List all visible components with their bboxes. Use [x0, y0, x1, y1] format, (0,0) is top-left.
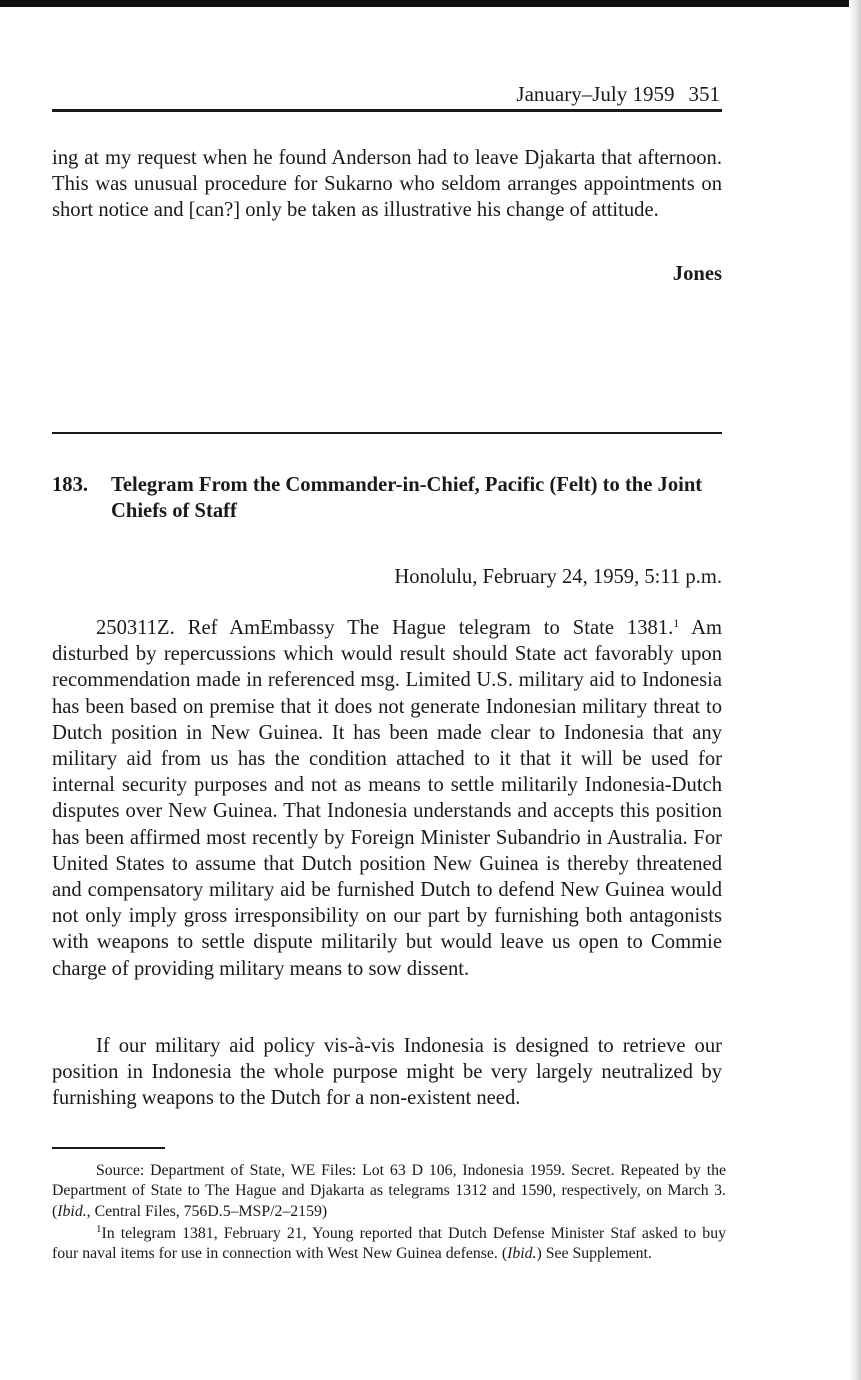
- para1-text-rest: Am disturbed by repercussions which would result should State act favorably upon recommendation made in referenced msg. Limited U.S. military aid to Indonesia has been based on premise that it does not generate Indonesian military threat to Dutch position in New Guinea. It has been made clear to Indonesia that any military aid from us has the condition attached to it that it will be used for internal security purposes and not as means to settle militarily Indonesia-Dutch disputes over New Guinea. That Indonesia understands and accepts this position has been affirmed most recently by Foreign Minister Subandrio in Australia. For United States to assume that Dutch position New Guinea is thereby threatened and compensatory military aid be furnished Dutch to defend New Guinea would not only imply gross irresponsibility on our part by furnishing both antagonists with weapons to settle dispute militarily but would leave us open to Commie charge of providing military means to sow dissent.: [52, 617, 722, 980]
- dateline: Honolulu, February 24, 1959, 5:11 p.m.: [394, 566, 722, 588]
- body-paragraph-2: If our military aid policy vis-à-vis Indonesia is designed to retrieve our position in Indonesia the whole purpose might be very largely neutralized by furnishing weapons to the Dutch for a non-existent need.: [52, 1035, 722, 1110]
- document-number: 183.: [52, 474, 89, 496]
- footnote-ref-1: 1: [673, 616, 680, 630]
- footnote-1: $^1$In telegram 1381, February 21, Young reported that Dutch Defense Minister Staf asked to buy four naval items for use in connection with West New Guinea defense. (Ibid.) See Supplement.: [52, 1223, 726, 1263]
- footnote-1-marker: 1: [96, 1223, 102, 1235]
- footnote-rule: [52, 1147, 165, 1149]
- document-title: Telegram From the Commander-in-Chief, Pacific (Felt) to the Joint Chiefs of Staff: [111, 474, 703, 522]
- source-note: Source: Department of State, WE Files: Lot 63 D 106, Indonesia 1959. Secret. Repeated by the Department of State to The Hague and Djakarta as telegrams 1312 and 1590, respectively, on March 3. (Ibid., Central Files, 756D.5–MSP/2–2159): [52, 1162, 726, 1220]
- document-separator-rule: [52, 432, 722, 434]
- page-edge-shadow: [849, 0, 861, 1380]
- running-title: January–July 1959: [516, 82, 675, 106]
- page-number: 351: [688, 82, 720, 106]
- signature: Jones: [672, 263, 722, 285]
- body-paragraph-1: [52, 615, 722, 982]
- top-edge-bar: [0, 0, 861, 7]
- header-rule: [52, 109, 722, 112]
- running-header: [52, 80, 720, 108]
- para1-text-start: 250311Z. Ref AmEmbassy The Hague telegram to State 1381.: [96, 617, 674, 639]
- continuation-paragraph: ing at my request when he found Anderson had to leave Djakarta that afternoon. This was unusual procedure for Sukarno who seldom arranges appointments on short notice and [can?] only be taken as illustrative his change of attitude.: [52, 147, 722, 222]
